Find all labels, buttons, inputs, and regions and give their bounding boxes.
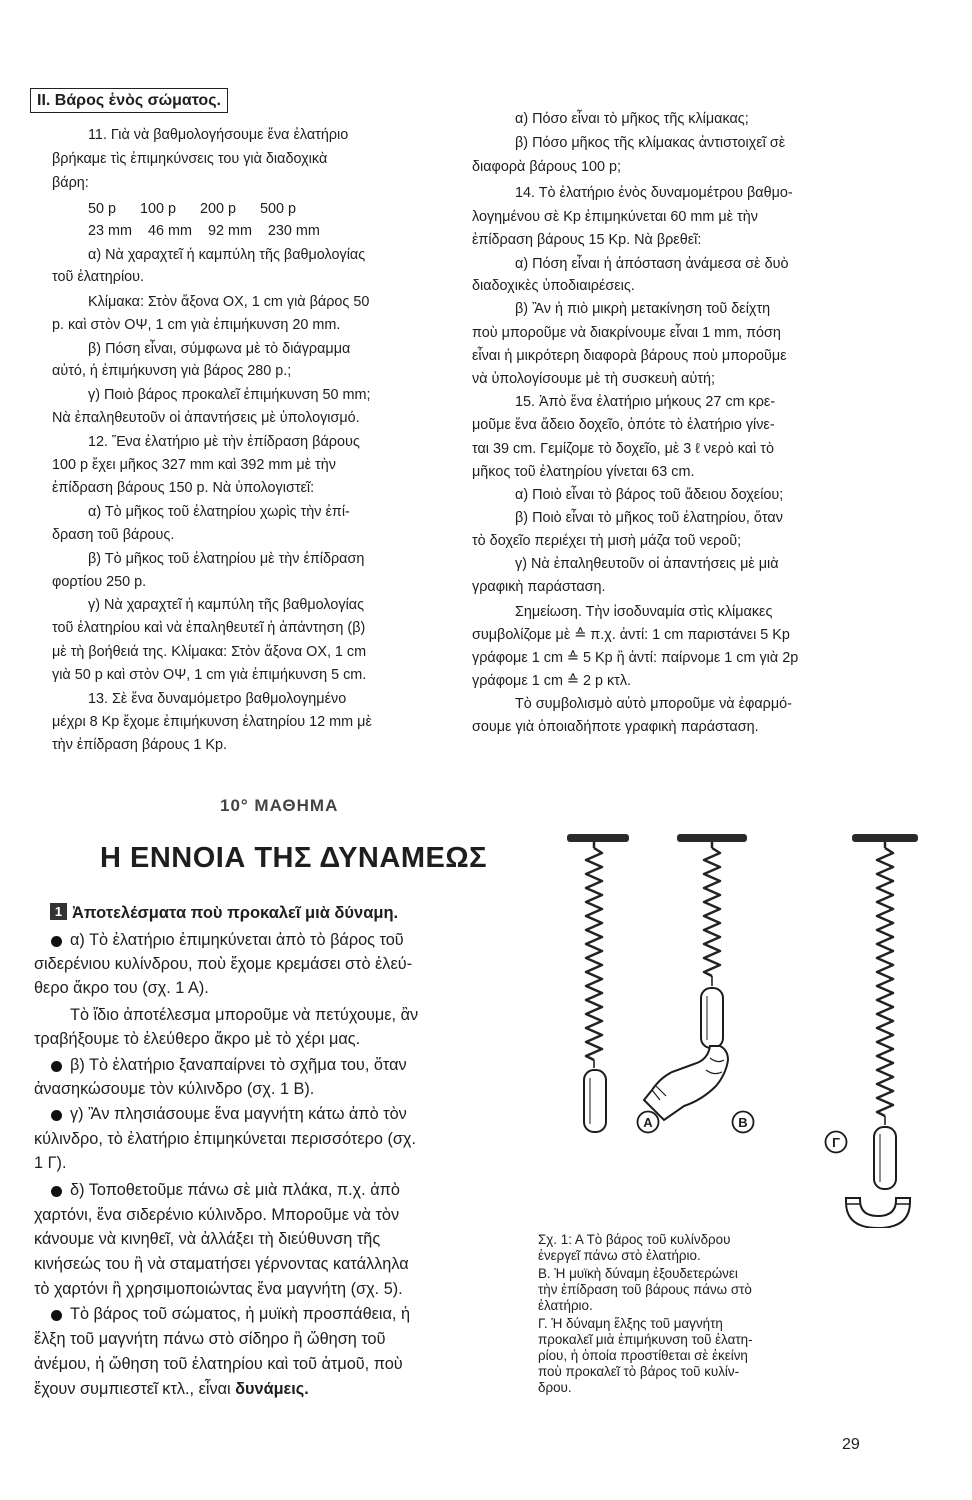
text-line: 12. Ἕνα ἐλατήριο μὲ τὴν ἐπίδραση βάρους [88, 434, 360, 450]
text-line: βάρη: [52, 175, 89, 191]
text-line: Κλίμακα: Στὸν ἄξονα ΟΧ, 1 cm γιὰ βάρος 50 [88, 294, 370, 310]
hand-icon [644, 1046, 728, 1120]
text-line: γραφικὴ παράσταση. [472, 579, 606, 595]
extensions-row: 23 mm 46 mm 92 mm 230 mm [88, 223, 320, 239]
text-line: ποὺ μποροῦμε νὰ διακρίνουμε εἶναι 1 mm, πόση [472, 325, 781, 341]
text-line: β) Πόση εἶναι, σύμφωνα μὲ τὸ διάγραμμα [88, 341, 351, 357]
section-subheading: Ἀποτελέσματα ποὺ προκαλεῖ μιὰ δύναμη. [72, 904, 399, 922]
figure-label-c: Γ [832, 1135, 840, 1150]
text-line: φορτίου 250 p. [52, 574, 147, 590]
text-line: γ) Ποιὸ βάρος προκαλεῖ ἐπιμήκυνση 50 mm; [88, 387, 371, 403]
caption-line: ποὺ προκαλεῖ τὸ βάρος τοῦ κυλίν- [538, 1364, 740, 1379]
note-line: γράφομε 1 cm ≙ 2 p κτλ. [472, 673, 632, 689]
text-line: ἐπίδραση βάρους 15 Kp. Νὰ βρεθεῖ: [472, 232, 702, 248]
note-line: γράφομε 1 cm ≙ 5 Kp ἢ ἀντί: παίρνομε 1 cm γιὰ 2p [472, 650, 799, 666]
text-line: κινήσεώς του ἢ νὰ σταματήσει γέρνοντας κατάλληλα [34, 1255, 409, 1273]
label-circle-b [733, 1112, 754, 1133]
text-line: διαφορὰ βάρους 100 p; [472, 159, 621, 175]
text-line: γ) Νὰ χαραχτεῖ ἡ καμπύλη τῆς βαθμολογίας [88, 597, 365, 613]
note-line: Σημείωση. Τὴν ἰσοδυναμία στὶς κλίμακες [515, 604, 773, 620]
text-line: γιὰ 50 p καὶ στὸν ΟΨ, 1 cm γιὰ ἐπιμήκυνση 5 cm. [52, 667, 367, 683]
text-line: p. καὶ στὸν ΟΨ, 1 cm γιὰ ἐπιμήκυνση 20 mm. [52, 317, 341, 333]
text-line: μοῦμε ἕνα ἄδειο δοχεῖο, ὁπότε τὸ ἐλατήριο γίνε- [472, 417, 775, 433]
text-line: σιδερένιου κυλίνδρου, ποὺ ἔχομε κρεμάσει στὸ ἐλεύ- [34, 955, 413, 973]
text-line: 15. Ἀπὸ ἕνα ἐλατήριο μήκους 27 cm κρε- [515, 394, 776, 410]
text-line: τὸ δοχεῖο περιέχει τὴ μισὴ μάζα τοῦ νεροῦ; [472, 533, 742, 549]
text-line: α) Πόσο εἶναι τὸ μῆκος τῆς κλίμακας; [515, 111, 749, 127]
iron-cylinders [584, 988, 896, 1189]
lesson-label: 10° ΜΑΘΗΜΑ [220, 796, 339, 815]
text-line: μὲ τὴ βοήθειά της. Κλίμακα: Στὸν ἄξονα ΟΧ, 1 cm [52, 644, 367, 660]
text-line: ἀνασηκώσουμε τὸν κύλινδρο (σχ. 1 Β). [34, 1080, 315, 1098]
caption-line: δρου. [538, 1380, 572, 1395]
caption-line: ἐνεργεῖ πάνω στὸ ἐλατήριο. [538, 1248, 701, 1263]
caption-line: τὴν ἐπίδραση τοῦ βάρους πάνω στὸ [538, 1282, 752, 1297]
text-line: Τὸ συμβολισμὸ αὐτὸ μποροῦμε νὰ ἐφαρμό- [515, 696, 792, 712]
bullet-icon [51, 1186, 62, 1197]
note-line: συμβολίζομε μὲ ≙ π.χ. ἀντί: 1 cm παριστάνει 5 Kp [472, 627, 790, 643]
section-number-badge: 1 [50, 903, 67, 920]
text-line: Τὸ βάρος τοῦ σώματος, ἡ μυϊκὴ προσπάθεια, ἡ [70, 1305, 411, 1323]
text-line: Τὸ ἴδιο ἀποτέλεσμα μποροῦμε νὰ πετύχουμε, ἂν [70, 1006, 419, 1024]
stand-bars [567, 834, 918, 842]
text-line: β) Τὸ ἐλατήριο ξαναπαίρνει τὸ σχῆμα του, ὅταν [70, 1056, 407, 1074]
text-line: χαρτόνι, ἕνα σιδερένιο κύλινδρο. Μποροῦμε νὰ τὸν [34, 1206, 400, 1224]
text-line: α) Τὸ μῆκος τοῦ ἐλατηρίου χωρὶς τὴν ἐπί- [88, 504, 350, 520]
bullet-icon [51, 1110, 62, 1121]
text-line: α) Πόση εἶναι ἡ ἀπόσταση ἀνάμεσα σὲ δυὸ [515, 256, 789, 272]
text-line: τοῦ ἐλατηρίου καὶ νὰ ἐπαληθευτεῖ ἡ ἀπάντηση (β) [52, 620, 366, 636]
text-line: τραβήξουμε τὸ ἐλεύθερο ἄκρο μὲ τὸ χέρι μας. [34, 1030, 361, 1048]
text-line: Νὰ ἐπαληθευτοῦν οἱ ἀπαντήσεις μὲ ὑπολογισμό. [52, 410, 360, 426]
text-line: ἕλξη τοῦ μαγνήτη πάνω στὸ σίδηρο ἢ ὤθηση τοῦ [34, 1330, 386, 1348]
text-line: τὸ χαρτόνι ἢ χρησιμοποιώντας ἕνα μαγνήτη (σχ. 5). [34, 1280, 403, 1298]
horseshoe-magnet-icon [846, 1198, 910, 1228]
text-line: γ) Ἂν πλησιάσουμε ἕνα μαγνήτη κάτω ἀπὸ τὸν [70, 1105, 407, 1123]
text-line: μέχρι 8 Kp ἔχομε ἐπιμήκυνση ἐλατηρίου 12 mm μὲ [52, 714, 372, 730]
text-line: β) Ποιὸ εἶναι τὸ μῆκος τοῦ ἐλατηρίου, ὅταν [515, 510, 783, 526]
text-line: διαδοχικὲς ὑποδιαιρέσεις. [472, 278, 635, 294]
string-lines [594, 976, 885, 1125]
text-line: ἀνέμου, ἡ ὤθηση τοῦ ἐλατηρίου καὶ τοῦ ἀτμοῦ, ποὺ [34, 1355, 403, 1373]
caption-line: Γ. Ἡ δύναμη ἕλξης τοῦ μαγνήτη [538, 1316, 723, 1331]
text-line: κύλινδρο, τὸ ἐλατήριο ἐπιμηκύνεται περισσότερο (σχ. [34, 1130, 416, 1148]
text-line [34, 1379, 309, 1399]
text-line: β) Πόσο μῆκος τῆς κλίμακας ἀντιστοιχεῖ σὲ [515, 135, 786, 151]
text-segment: ἔχουν συμπιεστεῖ κτλ., εἶναι [34, 1380, 231, 1398]
bullet-icon [51, 1061, 62, 1072]
bullet-icon [51, 1310, 62, 1321]
text-line: α) Ποιὸ εἶναι τὸ βάρος τοῦ ἄδειου δοχείου; [515, 487, 784, 503]
lesson-title: Η ΕΝΝΟΙΑ ΤΗΣ ΔΥΝΑΜΕΩΣ [100, 842, 487, 874]
caption-line: Β. Ἡ μυϊκὴ δύναμη ἐξουδετερώνει [538, 1266, 738, 1281]
caption-line: Σχ. 1: Α Τὸ βάρος τοῦ κυλίνδρου [538, 1232, 731, 1247]
caption-line: ἐλατήριο. [538, 1298, 593, 1313]
label-circle-c [826, 1132, 847, 1153]
text-line: θερο ἄκρο του (σχ. 1 Α). [34, 979, 209, 997]
text-line: μῆκος τοῦ ἐλατηρίου γίνεται 63 cm. [472, 464, 695, 480]
text-line: σουμε γιὰ ὁποιαδήποτε γραφικὴ παράσταση. [472, 719, 759, 735]
section-heading: II. Βάρος ἑνὸς σώματος. [30, 88, 228, 113]
text-line: δραση τοῦ βάρους. [52, 527, 175, 543]
caption-line: ρίου, ἡ ὁποία προστίθεται σὲ ἐκείνη [538, 1348, 748, 1363]
text-line: β) Τὸ μῆκος τοῦ ἐλατηρίου μὲ τὴν ἐπίδραση [88, 551, 365, 567]
text-line: γ) Νὰ ἐπαληθευτοῦν οἱ ἀπαντήσεις μὲ μιὰ [515, 556, 779, 572]
text-line: ται 39 cm. Γεμίζομε τὸ δοχεῖο, μὲ 3 ℓ νερὸ καὶ τὸ [472, 441, 774, 457]
text-line: ἐπίδραση βάρους 150 p. Νὰ ὑπολογιστεῖ: [52, 480, 315, 496]
spring-coils [586, 848, 893, 1116]
text-line: τὴν ἐπίδραση βάρους 1 Kp. [52, 737, 228, 753]
spring-figure [560, 828, 930, 1228]
text-line: δ) Τοποθετοῦμε πάνω σὲ μιὰ πλάκα, π.χ. ἀπὸ [70, 1181, 400, 1199]
text-line: αὐτό, ἡ ἐπιμήκυνση γιὰ βάρος 280 p.; [52, 363, 292, 379]
text-line: 14. Τὸ ἐλατήριο ἑνὸς δυναμομέτρου βαθμο- [515, 185, 793, 201]
page-number: 29 [842, 1436, 860, 1453]
text-line: τοῦ ἐλατηρίου. [52, 269, 145, 285]
text-line: α) Τὸ ἐλατήριο ἐπιμηκύνεται ἀπὸ τὸ βάρος τοῦ [70, 931, 404, 949]
spring-hooks [594, 842, 885, 848]
figure-label-a: A [643, 1115, 653, 1130]
text-line: β) Ἂν ἡ πιὸ μικρὴ μετακίνηση τοῦ δείχτη [515, 301, 771, 317]
text-line: βρήκαμε τὶς ἐπιμηκύνσεις του γιὰ διαδοχικὰ [52, 151, 328, 167]
text-line: νὰ ὑπολογίσουμε μὲ τὴ συσκευὴ αὐτή; [472, 371, 716, 387]
text-line: 1 Γ). [34, 1154, 67, 1172]
label-circle-a [638, 1112, 659, 1133]
text-line: εἶναι ἡ μικρότερη διαφορὰ βάρους ποὺ μποροῦμε [472, 348, 787, 364]
text-line: 13. Σὲ ἕνα δυναμόμετρο βαθμολογημένο [88, 691, 347, 707]
bold-term: δυνάμεις. [235, 1380, 309, 1398]
text-line: λογημένου σὲ Kp ἐπιμηκύνεται 60 mm μὲ τὴν [472, 209, 758, 225]
caption-line: προκαλεῖ μιὰ ἐπιμήκυνση τοῦ ἐλατη- [538, 1332, 753, 1347]
weights-row: 50 p 100 p 200 p 500 p [88, 201, 297, 217]
text-line: 11. Γιὰ νὰ βαθμολογήσουμε ἕνα ἐλατήριο [88, 127, 349, 143]
text-line: α) Νὰ χαραχτεῖ ἡ καμπύλη τῆς βαθμολογίας [88, 247, 366, 263]
text-line: κάνουμε νὰ κινηθεῖ, νὰ ἀλλάξει τὴ διεύθυνση τῆς [34, 1230, 381, 1248]
text-line: 100 p ἔχει μῆκος 327 mm καὶ 392 mm μὲ τὴν [52, 457, 336, 473]
figure-label-b: B [738, 1115, 748, 1130]
bullet-icon [51, 936, 62, 947]
